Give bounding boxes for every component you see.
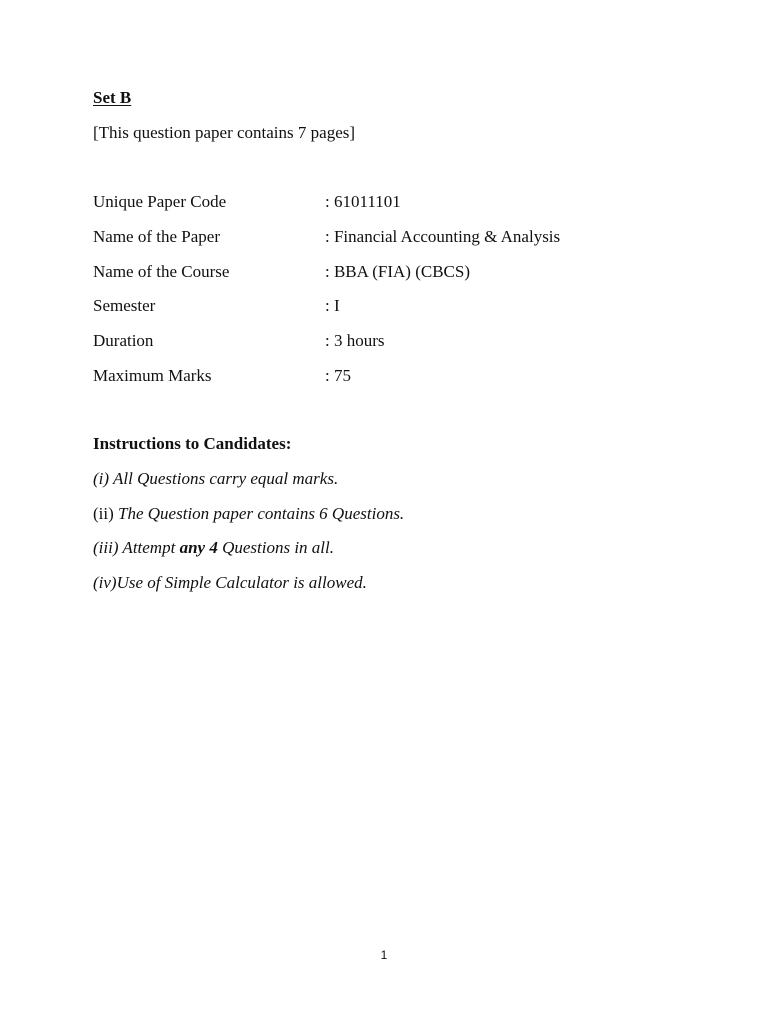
- instruction-text: The Question paper contains 6 Questions.: [118, 503, 405, 523]
- page-number: 1: [380, 948, 388, 962]
- detail-label: Duration: [93, 331, 154, 351]
- detail-value: : BBA (FIA) (CBCS): [325, 261, 470, 281]
- page-count-note: [This question paper contains 7 pages]: [93, 123, 356, 142]
- detail-label: Name of the Paper: [93, 226, 220, 246]
- detail-value: : 75: [325, 365, 351, 385]
- detail-value: : I: [325, 296, 340, 316]
- instruction-text: Questions in all.: [217, 538, 334, 558]
- instructions-list: [93, 469, 404, 607]
- detail-label: Semester: [93, 296, 156, 316]
- instruction-item: (iv)Use of Simple Calculator is allowed.: [93, 572, 367, 592]
- set-label: Set B: [93, 88, 132, 107]
- instruction-emphasis: any 4: [179, 538, 218, 558]
- instruction-item: [93, 538, 404, 573]
- detail-value: : 3 hours: [325, 331, 385, 351]
- detail-label: Name of the Course: [93, 261, 230, 281]
- instruction-item: (i) All Questions carry equal marks.: [93, 469, 339, 488]
- instruction-text: (iii) Attempt: [93, 538, 180, 558]
- instruction-number: (ii): [93, 503, 119, 523]
- instructions-heading: Instructions to Candidates:: [93, 434, 292, 453]
- detail-value: : Financial Accounting & Analysis: [325, 226, 561, 246]
- detail-label: Unique Paper Code: [93, 192, 227, 211]
- detail-value: : 61011101: [325, 192, 401, 211]
- instruction-item: [93, 504, 404, 539]
- detail-label: Maximum Marks: [93, 365, 212, 385]
